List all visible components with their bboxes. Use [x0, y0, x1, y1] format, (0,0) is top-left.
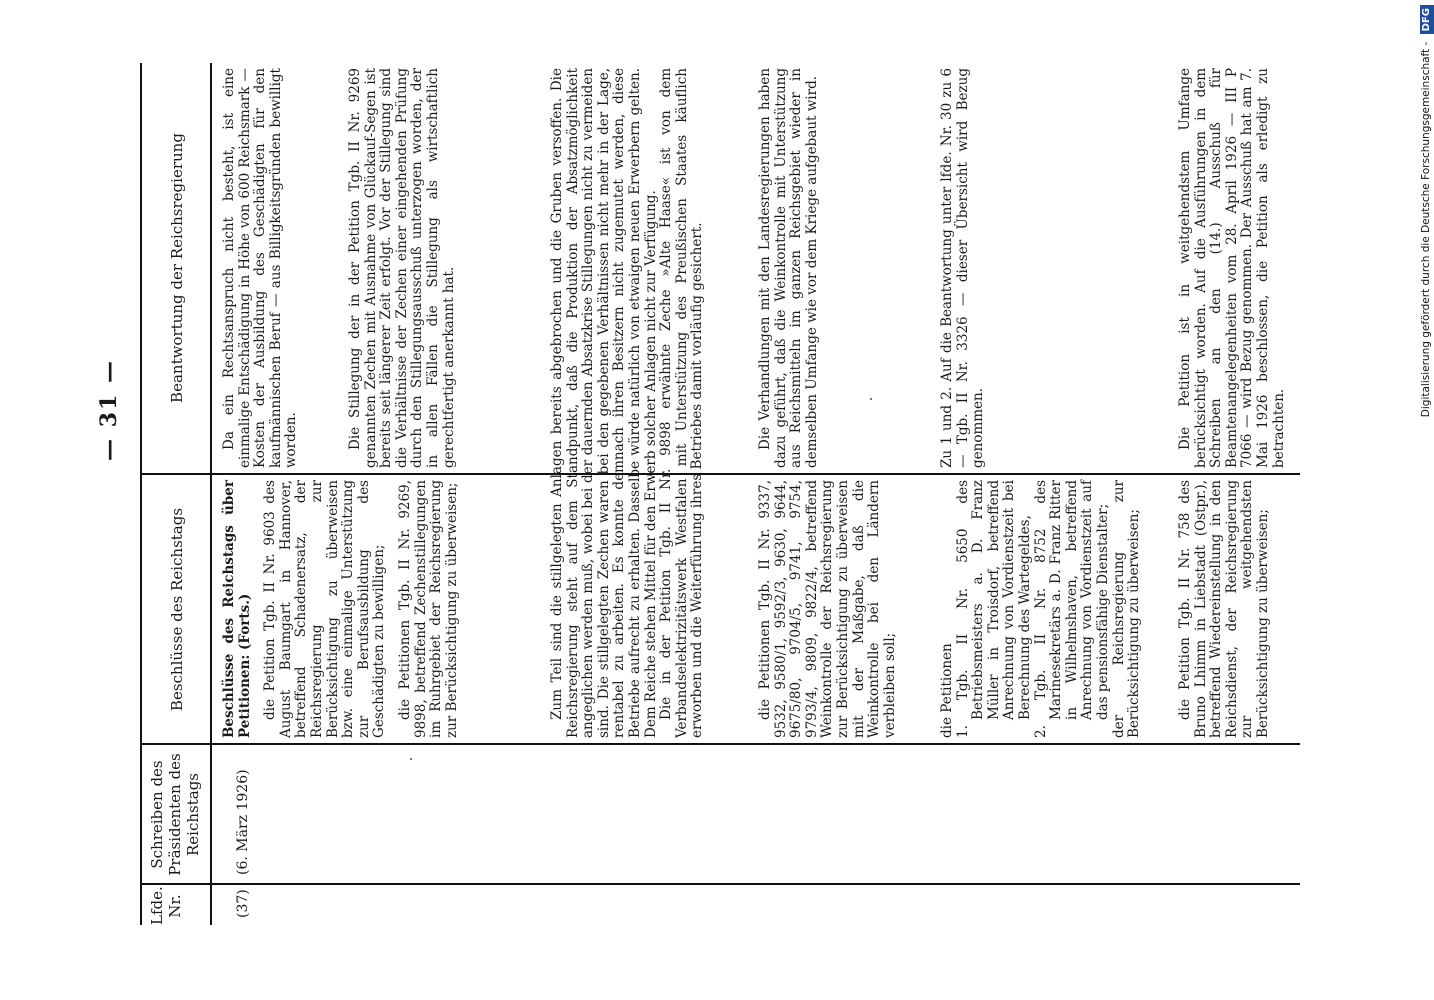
- petition-758-cell: [1178, 480, 1272, 738]
- digitization-credit: [1418, 5, 1434, 995]
- answer-9603: Da ein Rechtsanspruch nicht besteht, ist eine einmalige Entschädigung in Höhe von 600 Reichsmark — Kosten der Ausbildung des Geschädigten für den kaufmännischen Beruf — aus Billigkeitsgründen bewilligt worden.: [221, 68, 300, 468]
- petition-weinkontrolle: die Petitionen Tgb. II Nr. 9337, 9532, 9580/1, 9592/3, 9630, 9644, 9675/80, 9704/5, 9741, 9754, 9793/4, 9809, 9822/4, betreffend Weinkontrolle der Reichsregierung zur Berücksichtigung zu überweisen mit der Maßgabe, daß die Weinkontrolle bei den Ländern verbleiben soll;: [757, 480, 898, 738]
- table-top-rule: [140, 63, 142, 925]
- header-beschluesse: Beschlüsse des Reichstags: [168, 507, 186, 712]
- column-rule-3: [140, 473, 1300, 475]
- answer-9898: Die in der Petition Tgb. II Nr. 9898 erwähnte Zeche »Alte Haase« ist von dem Verbandselektrizitätswerk Westfalen mit Unterstützung des Preußischen Staates käuflich erworben und die Weiterführung ihres Betriebes damit vorläufig gesichert.: [658, 68, 706, 738]
- dfg-logo: DFG: [1420, 5, 1434, 34]
- petition-758: die Petition Tgb. II Nr. 758 des Bruno Lhimm in Liebstadt (Ostpr.), betreffend Wiedereinstellung in den Reichsdienst, der Reichsregierung zur weitgehendsten Berücksichtigung zu überweisen;: [1177, 480, 1271, 738]
- petition-5650: 1. Tgb. II Nr. 5650 des Betriebsmeisters a. D. Franz Müller in Troisdorf, betreffend Anrechnung von Vordienstzeit bei Berechnung des Wartegeldes,: [954, 480, 1033, 738]
- answer-9269: Die Stillegung der in der Petition Tgb. II Nr. 9269 genannten Zechen mit Ausnahme von Glückauf-Segen ist bereits seit längerer Zeit erfolgt. Vor der Stillegung sind die Verhältnisse der Zechen einer eingehenden Prüfung durch den Stillegungsausschuß unterzogen worden, der in allen Fällen die Stillegung als wirtschaftlich gerechtfertigt anerkannt hat.: [346, 68, 457, 468]
- credit-text: Digitalisierung gefördert durch die Deutsche Forschungsgemeinschaft -: [1420, 41, 1432, 418]
- answers-column-top: [222, 68, 457, 468]
- petition-weinkontrolle-cell: [758, 480, 898, 738]
- header-bottom-rule: [210, 63, 212, 925]
- answer-weinkontrolle-cell: [758, 68, 820, 468]
- petition-vordienstzeit-cell: [940, 480, 1143, 738]
- column-rule-1: [140, 883, 1300, 885]
- answer-vordienstzeit-cell: [940, 68, 987, 468]
- answer-weinkontrolle: Die Verhandlungen mit den Landesregierungen haben dazu geführt, daß die Weinkontrolle mit Unterstützung aus Reichsmitteln im ganzen Reichsgebiet wieder in demselben Umfange wie vor dem Kriege aufgebaut wird.: [757, 68, 820, 468]
- scan-speck: [410, 758, 412, 760]
- scan-speck: [870, 398, 872, 400]
- petition-vordienstzeit-end: der Reichsregierung zur Berücksichtigung zu überweisen;: [1110, 480, 1143, 738]
- row-number: (37): [235, 889, 251, 918]
- petition-vordienstzeit-intro: die Petitionen: [939, 643, 955, 738]
- petition-9269-9898: die Petitionen Tgb. II Nr. 9269, 9898, betreffend Zechenstillegungen im Ruhrgebiet der Reichsregierung zur Berücksichtigung zu überweisen;: [396, 480, 460, 738]
- header-lfd-nr: Lfde. Nr.: [148, 886, 184, 925]
- header-beantwortung: Beantwortung der Reichsregierung: [168, 133, 186, 403]
- answer-758: Die Petition ist in weitgehendstem Umfange berücksichtigt worden. Auf die Ausführungen in dem Schreiben an den (14.) Ausschuß für Beamtenangelegenheiten vom 28. April 1926 — III P 7066 — wird Bezug genommen. Der Ausschuß hat am 7. Mai 1926 beschlossen, die Petition als erledigt zu betrachten.: [1177, 68, 1287, 468]
- petition-9603: die Petition Tgb. II Nr. 9603 des August Baumgart in Hannover, betreffend Schadenersatz, der Reichsregierung zur Berücksichtigung zu überweisen bzw. eine einmalige Unterstützung zur Berufsausbildung des Geschädigten zu bewilligen;: [262, 480, 388, 738]
- answer-758-cell: [1178, 68, 1287, 468]
- page-number: — 31 —: [96, 359, 122, 461]
- header-schreiben: Schreiben des Präsidenten des Reichstags: [148, 753, 202, 876]
- resolutions-column: [222, 480, 460, 738]
- column-rule-2: [140, 743, 1300, 745]
- answer-continuation: [550, 68, 706, 738]
- answer-9269-continued: Zum Teil sind die stillgelegten Anlagen bereits abgebrochen und die Gruben versoffen. Die Reichsregierung steht auf dem Standpunkt, daß die Produktion der Absatzmöglichkeit angeglichen werden muß, wobei bei der dauernden Absatzkrise Stillegungen nicht zu vermeiden sind. Die stillgelegten Zechen waren bei den gegebenen Verhältnissen nicht mehr in der Lage, rentabel zu arbeiten. Es konnte demnach ihren Besitzern nicht zugemutet werden, diese Betriebe aufrecht zu erhalten. Dasselbe würde natürlich von etwaigen neuen Erwerbern gelten. Dem Reiche stehen Mittel für den Erwerb solcher Anlagen nicht zur Verfügung.: [549, 68, 659, 738]
- petition-8752: 2. Tgb. II Nr. 8752 des Marinesekretärs a. D. Franz Ritter in Wilhelmshaven, betreffend Anrechnung von Vordienstzeit auf das pensionsfähige Dienstalter;: [1032, 480, 1111, 738]
- letter-date: (6. März 1926): [235, 769, 251, 875]
- answer-vordienstzeit: Zu 1 und 2. Auf die Beantwortung unter lfde. Nr. 30 zu 6 — Tgb. II Nr. 3326 — dieser Übersicht wird Bezug genommen.: [939, 68, 987, 468]
- resolutions-heading: Beschlüsse des Reichstags über Petitionen: (Forts.): [221, 480, 253, 738]
